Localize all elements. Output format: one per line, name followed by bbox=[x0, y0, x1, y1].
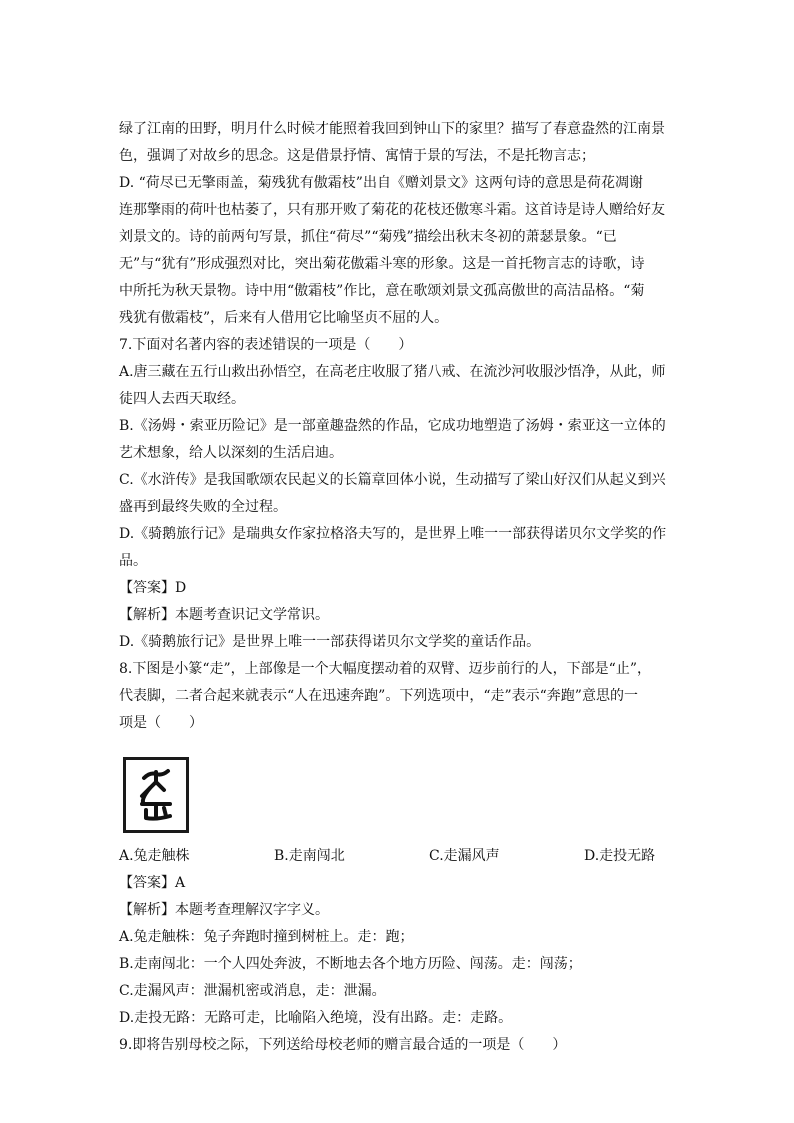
question-stem-cont: 代表脚，二者合起来就表示“人在迅速奔跑”。下列选项中，“走”表示“奔跑”意思的一 bbox=[119, 688, 638, 704]
question-stem: 8.下图是小篆“走”，上部像是一个大幅度摆动着的双臂、迈步前行的人，下部是“止”， bbox=[119, 661, 651, 677]
option-c: C.走漏风声 bbox=[429, 848, 500, 864]
question-8 bbox=[119, 656, 675, 1032]
text-line: 无”与“犹有”形成强烈对比，突出菊花傲霜斗寒的形象。这是一首托物言志的诗歌，诗 bbox=[119, 256, 645, 272]
analysis: 【解析】本题考查识记文学常识。 bbox=[119, 607, 329, 623]
explain-c: C.走漏风声：泄漏机密或消息，走：泄漏。 bbox=[119, 983, 386, 999]
question-stem: 7.下面对名著内容的表述错误的一项是（ ） bbox=[119, 337, 413, 353]
explain-a: A.兔走触株：兔子奔跑时撞到树桩上。走：跑； bbox=[119, 929, 414, 945]
question-9 bbox=[119, 1032, 675, 1059]
option-b: B.《汤姆・索亚历险记》是一部童趣盎然的作品，它成功地塑造了汤姆・索亚这一立体的 bbox=[119, 418, 666, 434]
options-row bbox=[119, 843, 675, 870]
option-d-cont: 品。 bbox=[119, 553, 147, 569]
question-7 bbox=[119, 332, 675, 656]
explain-d: D.走投无路：无路可走，比喻陷入绝境，没有出路。走：走路。 bbox=[119, 1010, 513, 1026]
page-content bbox=[119, 116, 675, 1059]
answer: 【答案】D bbox=[119, 580, 187, 596]
question-stem-cont: 项是（ ） bbox=[119, 715, 203, 731]
question-stem: 9.即将告别母校之际，下列送给母校老师的赠言最合适的一项是（ ） bbox=[119, 1037, 567, 1053]
seal-glyph-icon bbox=[126, 760, 186, 830]
text-line: D. “荷尽已无擎雨盖，菊残犹有傲霜枝”出自《赠刘景文》这两句诗的意思是荷花凋谢 bbox=[119, 175, 643, 191]
text-line: 刘景文的。诗的前两句写景，抓住“荷尽”“菊残”描绘出秋末冬初的萧瑟景象。“已 bbox=[119, 229, 617, 245]
option-d: D.走投无路 bbox=[584, 848, 656, 864]
text-line: 中所托为秋天景物。诗中用“傲霜枝”作比，意在歌颂刘景文孤高傲世的高洁品格。“菊 bbox=[119, 283, 645, 299]
analysis: 【解析】本题考查理解汉字字义。 bbox=[119, 902, 329, 918]
text-line: 绿了江南的田野，明月什么时候才能照着我回到钟山下的家里？描写了春意盎然的江南景 bbox=[119, 121, 665, 137]
text-line: 残犹有傲霜枝”，后来有人借用它比喻坚贞不屈的人。 bbox=[119, 310, 449, 326]
answer: 【答案】A bbox=[119, 875, 186, 891]
text-line: 色，强调了对故乡的思念。这是借景抒情、寓情于景的写法，不是托物言志； bbox=[119, 148, 595, 164]
option-c-cont: 盛再到最终失败的全过程。 bbox=[119, 499, 287, 515]
option-c: C.《水浒传》是我国歌颂农民起义的长篇章回体小说，生动描写了梁山好汉们从起义到兴 bbox=[119, 472, 666, 488]
option-a-cont: 徒四人去西天取经。 bbox=[119, 391, 245, 407]
option-d: D.《骑鹅旅行记》是瑞典女作家拉格洛夫写的，是世界上唯一一部获得诺贝尔文学奖的作 bbox=[119, 526, 667, 542]
option-b-cont: 艺术想象，给人以深刻的生活启迪。 bbox=[119, 445, 343, 461]
option-b: B.走南闯北 bbox=[274, 848, 345, 864]
seal-script-zou-image bbox=[123, 757, 189, 833]
analysis-detail: D.《骑鹅旅行记》是世界上唯一一部获得诺贝尔文学奖的童话作品。 bbox=[119, 634, 541, 650]
option-a: A.兔走触株 bbox=[119, 848, 190, 864]
previous-question-analysis bbox=[119, 116, 675, 332]
text-line: 连那擎雨的荷叶也枯萎了，只有那开败了菊花的花枝还傲寒斗霜。这首诗是诗人赠给好友 bbox=[119, 202, 665, 218]
option-a: A.唐三藏在五行山救出孙悟空，在高老庄收服了猪八戒、在流沙河收服沙悟净，从此，师 bbox=[119, 364, 666, 380]
explain-b: B.走南闯北：一个人四处奔波，不断地去各个地方历险、闯荡。走：闯荡； bbox=[119, 956, 582, 972]
